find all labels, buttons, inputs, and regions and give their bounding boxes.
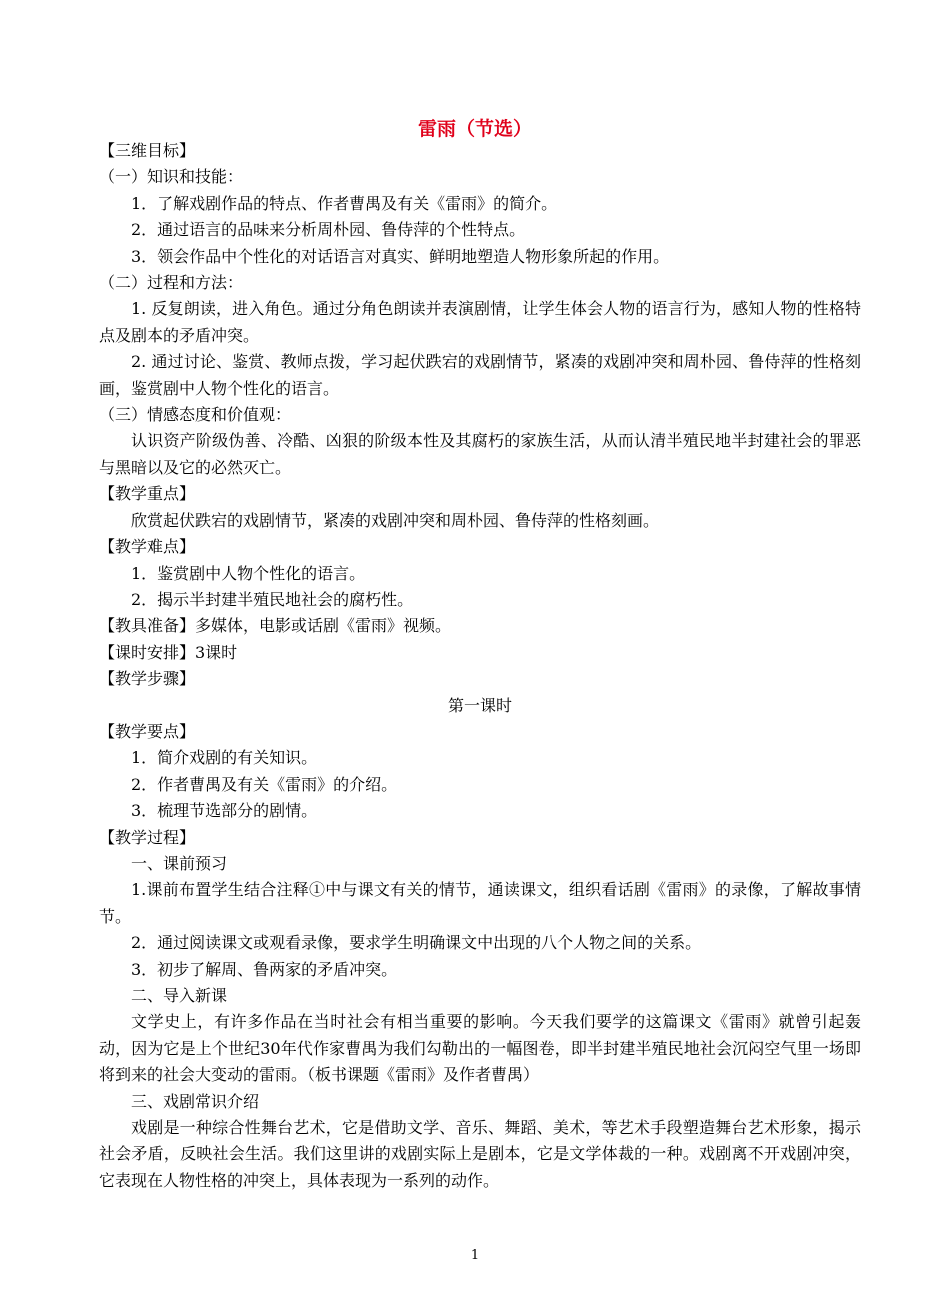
paragraph: 1．鉴赏剧中人物个性化的语言。 — [131, 563, 366, 583]
paragraph: 欣赏起伏跌宕的戏剧情节，紧凑的戏剧冲突和周朴园、鲁侍萍的性格刻画。 — [131, 510, 660, 530]
paragraph: 文学史上，有许多作品在当时社会有相当重要的影响。今天我们要学的这篇课文《雷雨》就曾引起轰动，因为它是上个世纪30年代作家曹禺为我们勾勒出的一幅图卷，即半封建半殖民地社会沉闷空气里一场即将到来的社会大变动的雷雨。（板书课题《雷雨》及作者曹禺） — [99, 1012, 861, 1085]
paragraph: 【教学要点】 — [99, 721, 196, 741]
paragraph: 【教学过程】 — [99, 827, 196, 847]
paragraph: 二、导入新课 — [131, 986, 228, 1005]
paragraph: 2. 通过讨论、鉴赏、教师点拨，学习起伏跌宕的戏剧情节，紧凑的戏剧冲突和周朴园、鲁侍萍的性格刻画，鉴赏剧中人物个性化的语言。 — [99, 352, 861, 398]
paragraph: 第一课时 — [447, 695, 512, 715]
page-number: 1 — [470, 1248, 480, 1263]
paragraph: 3．领会作品中个性化的对话语言对真实、鲜明地塑造人物形象所起的作用。 — [131, 246, 670, 266]
paragraph: （三）情感态度和价值观： — [99, 405, 292, 425]
paragraph: 一、课前预习 — [131, 853, 228, 873]
paragraph: 3．梳理节选部分的剧情。 — [131, 801, 318, 821]
paragraph: 2．作者曹禺及有关《雷雨》的介绍。 — [131, 774, 398, 794]
paragraph: 【教具准备】多媒体，电影或话剧《雷雨》视频。 — [99, 616, 452, 636]
paragraph: 【三维目标】 — [99, 141, 196, 160]
paragraph: 2．通过语言的品味来分析周朴园、鲁侍萍的个性特点。 — [131, 220, 526, 240]
paragraph: 认识资产阶级伪善、冷酷、凶狠的阶级本性及其腐朽的家族生活，从而认清半殖民地半封建社会的罪恶与黑暗以及它的必然灭亡。 — [99, 431, 861, 477]
paragraph: 【课时安排】3课时 — [99, 642, 238, 662]
paragraph: 1．了解戏剧作品的特点、作者曹禺及有关《雷雨》的简介。 — [131, 193, 558, 213]
paragraph: 【教学步骤】 — [99, 669, 196, 689]
paragraph: （二）过程和方法： — [99, 273, 244, 293]
paragraph: 1．简介戏剧的有关知识。 — [131, 748, 318, 768]
paragraph: 【教学难点】 — [99, 537, 196, 557]
document-title: 雷雨（节选） — [417, 118, 532, 140]
paragraph: 三、戏剧常识介绍 — [131, 1091, 260, 1111]
paragraph: 1. 反复朗读，进入角色。通过分角色朗读并表演剧情，让学生体会人物的语言行为，感知人物的性格特点及剧本的矛盾冲突。 — [99, 299, 861, 345]
paragraph: 3．初步了解周、鲁两家的矛盾冲突。 — [131, 959, 398, 979]
paragraph: 2．揭示半封建半殖民地社会的腐朽性。 — [131, 589, 414, 609]
paragraph: 2．通过阅读课文或观看录像，要求学生明确课文中出现的八个人物之间的关系。 — [131, 933, 702, 953]
paragraph: 1.课前布置学生结合注释①中与课文有关的情节，通读课文，组织看话剧《雷雨》的录像，了解故事情节。 — [99, 880, 861, 926]
document-body — [99, 138, 861, 1194]
paragraph: 【教学重点】 — [99, 484, 196, 504]
paragraph: （一）知识和技能： — [99, 167, 244, 187]
paragraph: 戏剧是一种综合性舞台艺术，它是借助文学、音乐、舞蹈、美术，等艺术手段塑造舞台艺术形象，揭示社会矛盾，反映社会生活。我们这里讲的戏剧实际上是剧本，它是文学体裁的一种。戏剧离不开戏剧冲突，它表现在人物性格的冲突上，具体表现为一系列的动作。 — [99, 1118, 861, 1190]
